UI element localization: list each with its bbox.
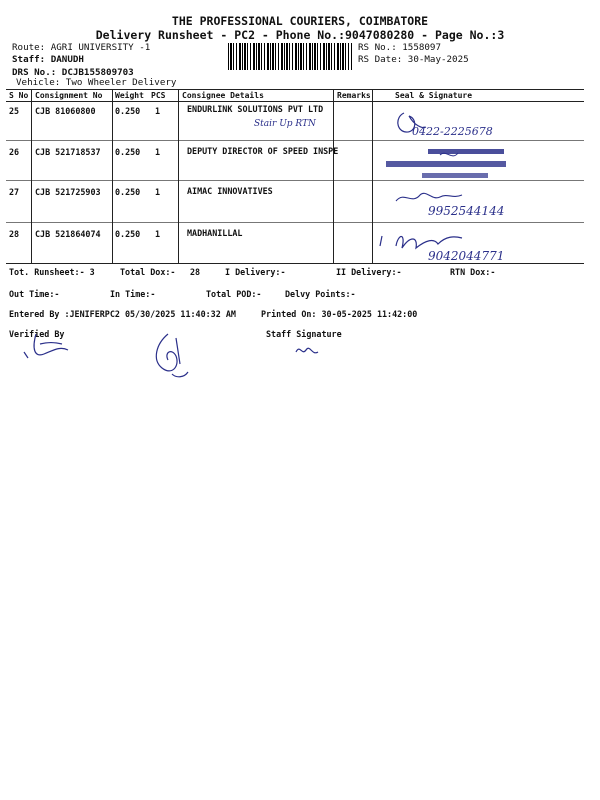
row-pcs: 1 (155, 187, 161, 197)
col-consignment: Consignment No (35, 91, 103, 100)
out-time: Out Time:- (9, 289, 60, 299)
entered-by: Entered By :JENIFERPC2 05/30/2025 11:40:32 AM (9, 309, 236, 319)
signature-row-28 (372, 224, 562, 264)
col-pcs: PCS (151, 91, 166, 100)
svg-text:Stair Up RTN: Stair Up RTN (254, 119, 316, 129)
row-consignee: DEPUTY DIRECTOR OF SPEED INSPE (187, 146, 339, 156)
ii-delivery: II Delivery:- (336, 267, 402, 277)
rs-number: RS No.: 1558097 (358, 42, 441, 53)
printed-on: Printed On: 30-05-2025 11:42:00 (261, 309, 418, 319)
row-consignment: CJB 81060800 (35, 106, 96, 116)
handwritten-remark (252, 113, 342, 131)
row-pcs: 1 (155, 147, 161, 157)
column-divider (178, 89, 179, 263)
delvy-points: Delvy Points:- (285, 289, 356, 299)
row-consignment: CJB 521718537 (35, 147, 101, 157)
officer-signature (146, 330, 196, 382)
row-sno: 27 (9, 187, 20, 197)
tot-runsheet: Tot. Runsheet:- 3 (9, 267, 95, 277)
col-remarks: Remarks (337, 91, 371, 100)
row-weight: 0.250 (115, 187, 141, 197)
row-consignee: ENDURLINK SOLUTIONS PVT LTD (187, 104, 324, 114)
staff-signature (292, 340, 322, 360)
column-divider (112, 89, 113, 263)
row-weight: 0.250 (115, 147, 141, 157)
svg-text:9042044771: 9042044771 (428, 249, 505, 263)
table-header-border (6, 101, 584, 102)
row-consignee: MADHANILLAL (187, 228, 243, 238)
rtn-dox: RTN Dox:- (450, 267, 496, 277)
row-consignment: CJB 521725903 (35, 187, 101, 197)
staff-label: Staff: DANUDH (12, 54, 84, 65)
verified-by: Verified By (9, 329, 65, 339)
total-dox-value: 28 (190, 267, 201, 277)
row-divider (6, 140, 584, 141)
runsheet-subtitle: Delivery Runsheet - PC2 - Phone No.:9047080280 - Page No.:3 (95, 28, 505, 42)
signature-row-25 (392, 105, 572, 139)
row-sno: 26 (9, 147, 20, 157)
col-seal-signature: Seal & Signature (395, 91, 473, 100)
signature-row-27 (392, 185, 572, 221)
in-time: In Time:- (110, 289, 156, 299)
verifier-signature (10, 328, 80, 368)
row-divider (6, 222, 584, 223)
table-top-border (6, 89, 584, 90)
svg-text:9952544144: 9952544144 (428, 204, 505, 218)
row-sno: 25 (9, 106, 20, 116)
column-divider (31, 89, 32, 263)
company-title: THE PROFESSIONAL COURIERS, COIMBATORE (171, 14, 429, 28)
col-weight: Weight (115, 91, 144, 100)
staff-signature-label: Staff Signature (266, 329, 342, 339)
total-dox-label: Total Dox:- (120, 267, 176, 277)
row-sno: 28 (9, 229, 20, 239)
total-pod: Total POD:- (206, 289, 262, 299)
stamp-row-26 (382, 147, 522, 187)
svg-text:0422-2225678: 0422-2225678 (412, 125, 493, 138)
col-consignee: Consignee Details (182, 91, 264, 100)
row-weight: 0.250 (115, 106, 141, 116)
col-sno: S No (9, 91, 29, 100)
row-weight: 0.250 (115, 229, 141, 239)
row-consignment: CJB 521864074 (35, 229, 101, 239)
barcode (228, 43, 352, 70)
drs-label: DRS No.: DCJB155809703 (12, 67, 134, 78)
row-pcs: 1 (155, 229, 161, 239)
vehicle-label: Vehicle: Two Wheeler Delivery (16, 77, 177, 88)
row-pcs: 1 (155, 106, 161, 116)
route-label: Route: AGRI UNIVERSITY -1 (12, 42, 151, 53)
i-delivery: I Delivery:- (225, 267, 286, 277)
row-consignee: AIMAC INNOVATIVES (187, 186, 273, 196)
rs-date: RS Date: 30-May-2025 (358, 54, 469, 65)
